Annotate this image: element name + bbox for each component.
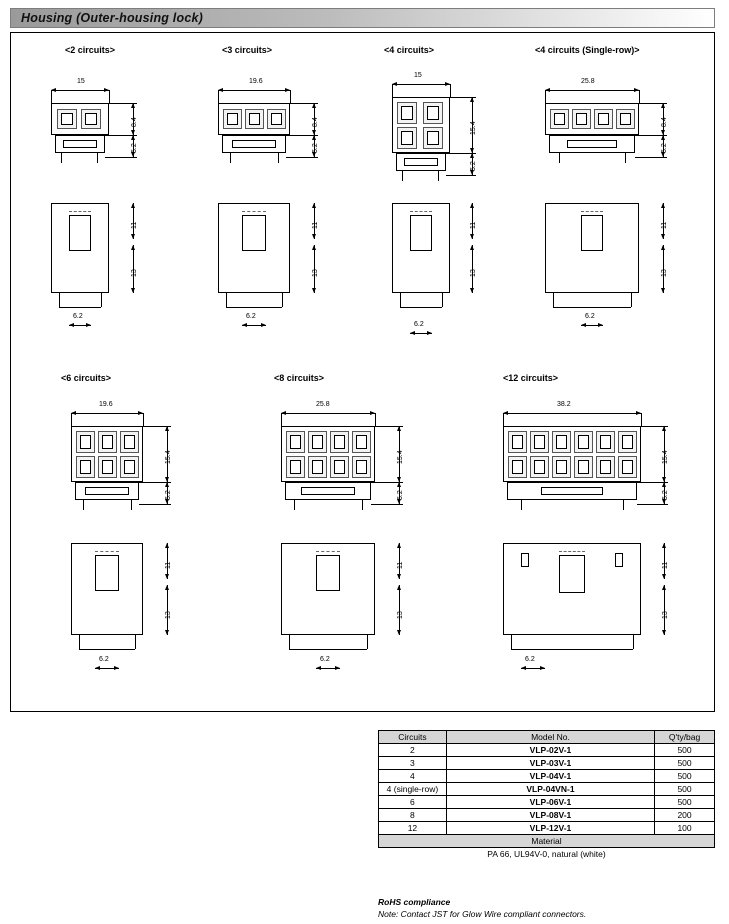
housing-lock-tab <box>63 140 97 148</box>
housing-cavity-inner <box>227 113 238 125</box>
ext-line <box>286 135 318 136</box>
dim-line-top <box>218 90 290 91</box>
ext-line <box>218 90 219 104</box>
drawing-caption: <4 circuits (Single-row)> <box>535 45 640 55</box>
housing-side-inner <box>316 555 340 591</box>
dim-v2: 13 <box>662 611 669 619</box>
table-row <box>379 783 715 796</box>
dim-v1: 11 <box>131 221 138 229</box>
dim-line-v2 <box>399 585 400 635</box>
dim-v1: 11 <box>470 221 477 229</box>
spec-table <box>378 730 715 861</box>
ext-line <box>105 157 137 158</box>
dim-h2: 5.2 <box>662 490 669 500</box>
leg-line <box>79 635 80 649</box>
cell-circuits: 8 <box>379 809 447 822</box>
housing-cavity-inner <box>124 460 135 474</box>
leg-line <box>438 171 439 181</box>
table-header-row <box>379 731 715 744</box>
leg-line <box>294 500 295 510</box>
dim-bottom: 6.2 <box>414 321 424 328</box>
dim-h2: 5.2 <box>661 143 668 153</box>
housing-lock-tab <box>404 158 438 166</box>
table-row <box>379 809 715 822</box>
cell-qty: 200 <box>655 809 715 822</box>
table-row <box>379 796 715 809</box>
dim-line-v2 <box>664 585 665 635</box>
housing-cavity-inner <box>576 113 587 125</box>
table-row <box>379 757 715 770</box>
dim-v2: 13 <box>312 269 319 277</box>
ext-line <box>286 157 318 158</box>
dim-v1: 11 <box>662 561 669 569</box>
dim-top-width: 15 <box>414 72 422 79</box>
housing-cavity-inner <box>85 113 97 125</box>
ext-line <box>139 504 171 505</box>
cell-qty: 500 <box>655 770 715 783</box>
footnotes <box>378 896 586 920</box>
dim-line-top <box>71 413 143 414</box>
ext-line <box>641 413 642 427</box>
ext-line <box>637 504 668 505</box>
leg-line <box>511 649 633 650</box>
housing-cavity-inner <box>334 435 345 449</box>
drawing-caption: <12 circuits> <box>503 373 559 383</box>
housing-cavity-inner <box>512 435 523 449</box>
dim-line-bottom <box>316 668 340 669</box>
cell-material-header: Material <box>379 835 715 848</box>
dim-h2: 5.2 <box>312 143 319 153</box>
drawing-3-circuits <box>196 45 366 355</box>
housing-cavity-inner <box>102 435 113 449</box>
drawing-8-circuits <box>256 373 466 703</box>
drawing-caption: <3 circuits> <box>222 45 273 55</box>
ext-line <box>105 135 137 136</box>
leg-line <box>226 293 227 307</box>
ext-line <box>281 413 282 427</box>
leg-line <box>83 500 84 510</box>
dim-v2: 13 <box>470 269 477 277</box>
leg-line <box>289 635 290 649</box>
dim-line-top <box>503 413 641 414</box>
center-line <box>95 551 119 552</box>
drawing-4-circuits-single-row <box>523 45 703 355</box>
housing-lock-tab <box>567 140 617 148</box>
housing-cavity-inner <box>401 106 413 120</box>
leg-line <box>362 500 363 510</box>
leg-line <box>59 293 60 307</box>
housing-cavity-inner <box>312 460 323 474</box>
center-line <box>316 551 340 552</box>
cell-circuits: 6 <box>379 796 447 809</box>
housing-cavity-inner <box>80 435 91 449</box>
dim-h2: 5.2 <box>397 490 404 500</box>
housing-lock-tab <box>301 487 355 495</box>
ext-line <box>503 413 504 427</box>
dim-top-width: 19.6 <box>99 401 113 408</box>
housing-cavity-inner <box>598 113 609 125</box>
drawing-frame <box>10 32 715 712</box>
center-line <box>69 211 91 212</box>
housing-cavity-inner <box>427 106 439 120</box>
spec-table-wrapper <box>378 730 715 861</box>
th-model-no: Model No. <box>446 731 654 744</box>
dim-top-width: 19.6 <box>249 78 263 85</box>
leg-line <box>623 500 624 510</box>
cell-model: VLP-04VN-1 <box>446 783 654 796</box>
dim-bottom: 6.2 <box>320 656 330 663</box>
housing-cavity-inner <box>578 435 589 449</box>
center-line <box>242 211 266 212</box>
housing-side-inner <box>242 215 266 251</box>
ext-line <box>51 90 52 104</box>
dim-v1: 11 <box>165 561 172 569</box>
ext-line <box>375 426 403 427</box>
footnote-note: Note: Contact JST for Glow Wire compliant connectors. <box>378 909 587 919</box>
leg-line <box>226 307 282 308</box>
housing-side-slot <box>615 553 623 567</box>
table-row <box>379 822 715 835</box>
dim-line-bottom <box>95 668 119 669</box>
housing-cavity-inner <box>334 460 345 474</box>
dim-v1: 11 <box>661 221 668 229</box>
cell-qty: 500 <box>655 744 715 757</box>
leg-line <box>61 153 62 163</box>
cell-circuits: 4 (single-row) <box>379 783 447 796</box>
drawing-6-circuits <box>51 373 241 703</box>
ext-line <box>637 482 668 483</box>
cell-circuits: 4 <box>379 770 447 783</box>
dim-bottom: 6.2 <box>525 656 535 663</box>
housing-cavity-inner <box>80 460 91 474</box>
ext-line <box>71 413 72 427</box>
housing-cavity-inner <box>427 131 439 145</box>
ext-line <box>290 103 318 104</box>
housing-cavity-inner <box>124 435 135 449</box>
leg-line <box>442 293 443 307</box>
center-line <box>410 211 432 212</box>
housing-lock-tab <box>85 487 129 495</box>
table-material-header-row <box>379 835 715 848</box>
cell-circuits: 2 <box>379 744 447 757</box>
ext-line <box>641 426 668 427</box>
leg-line <box>101 293 102 307</box>
table-row <box>379 744 715 757</box>
housing-cavity-inner <box>249 113 260 125</box>
ext-line <box>446 153 476 154</box>
housing-side-inner <box>581 215 603 251</box>
leg-line <box>135 635 136 649</box>
dim-h1: 15.4 <box>662 450 669 464</box>
dim-v1: 11 <box>312 221 319 229</box>
dim-h2: 5.2 <box>165 490 172 500</box>
dim-line-top <box>51 90 109 91</box>
dim-top-width: 25.8 <box>581 78 595 85</box>
leg-line <box>230 153 231 163</box>
leg-line <box>400 307 442 308</box>
page-title: Housing (Outer-housing lock) <box>21 11 203 25</box>
drawing-caption: <4 circuits> <box>384 45 435 55</box>
cell-qty: 500 <box>655 757 715 770</box>
housing-cavity-inner <box>512 460 523 474</box>
housing-cavity-inner <box>600 435 611 449</box>
housing-cavity-inner <box>556 435 567 449</box>
cell-model: VLP-04V-1 <box>446 770 654 783</box>
housing-side-slot <box>521 553 529 567</box>
housing-lock-tab <box>232 140 276 148</box>
dim-v2: 13 <box>661 269 668 277</box>
center-line <box>581 211 603 212</box>
housing-cavity-inner <box>600 460 611 474</box>
dim-top-width: 25.8 <box>316 401 330 408</box>
dim-line-top <box>392 84 450 85</box>
dim-top-width: 15 <box>77 78 85 85</box>
dim-h1: 15.4 <box>397 450 404 464</box>
dim-v2: 13 <box>131 269 138 277</box>
housing-cavity-inner <box>556 460 567 474</box>
ext-line <box>545 90 546 104</box>
drawing-caption: <6 circuits> <box>61 373 112 383</box>
drawing-2-circuits <box>29 45 189 355</box>
dim-line-v2 <box>167 585 168 635</box>
leg-line <box>631 293 632 307</box>
drawing-4-circuits <box>366 45 531 355</box>
ext-line <box>290 90 291 104</box>
housing-cavity-inner <box>620 113 631 125</box>
leg-line <box>367 635 368 649</box>
housing-side-inner <box>69 215 91 251</box>
leg-line <box>59 307 101 308</box>
dim-h1: 8.4 <box>312 117 319 127</box>
housing-side-inner <box>95 555 119 591</box>
housing-lock-tab <box>541 487 603 495</box>
ext-line <box>143 426 171 427</box>
dim-h1: 15.4 <box>165 450 172 464</box>
dim-h1: 8.4 <box>661 117 668 127</box>
housing-cavity-inner <box>534 460 545 474</box>
th-circuits: Circuits <box>379 731 447 744</box>
leg-line <box>131 500 132 510</box>
cell-qty: 500 <box>655 783 715 796</box>
ext-line <box>446 175 476 176</box>
housing-cavity-inner <box>61 113 73 125</box>
ext-line <box>109 103 137 104</box>
leg-line <box>553 307 631 308</box>
ext-line <box>639 103 667 104</box>
ext-line <box>109 90 110 104</box>
dim-line-bottom <box>581 325 603 326</box>
housing-cavity-inner <box>534 435 545 449</box>
ext-line <box>139 482 171 483</box>
leg-line <box>289 649 367 650</box>
footnote-rohs: RoHS compliance <box>378 897 451 907</box>
housing-cavity-inner <box>356 460 367 474</box>
dim-bottom: 6.2 <box>585 313 595 320</box>
leg-line <box>400 293 401 307</box>
leg-line <box>625 153 626 163</box>
cell-model: VLP-03V-1 <box>446 757 654 770</box>
ext-line <box>635 135 667 136</box>
housing-cavity-inner <box>290 435 301 449</box>
housing-cavity-inner <box>622 460 633 474</box>
dim-line-top <box>545 90 639 91</box>
dim-h1: 15.4 <box>470 121 477 135</box>
table-material-row <box>379 848 715 861</box>
dim-v1: 11 <box>397 561 404 569</box>
housing-cavity-inner <box>102 460 113 474</box>
leg-line <box>282 293 283 307</box>
section-header-banner <box>10 8 715 28</box>
dim-top-width: 38.2 <box>557 401 571 408</box>
ext-line <box>375 413 376 427</box>
housing-side-inner <box>559 555 585 593</box>
th-qty-bag: Q'ty/bag <box>655 731 715 744</box>
drawing-12-circuits <box>481 373 706 703</box>
dim-v2: 13 <box>397 611 404 619</box>
leg-line <box>402 171 403 181</box>
housing-side-inner <box>410 215 432 251</box>
housing-cavity-inner <box>271 113 282 125</box>
ext-line <box>371 482 403 483</box>
leg-line <box>633 635 634 649</box>
housing-cavity-inner <box>290 460 301 474</box>
leg-line <box>97 153 98 163</box>
center-line <box>559 551 585 552</box>
ext-line <box>143 413 144 427</box>
table-row <box>379 770 715 783</box>
dim-h1: 8.4 <box>131 117 138 127</box>
housing-cavity-inner <box>356 435 367 449</box>
ext-line <box>450 97 476 98</box>
dim-h2: 5.2 <box>470 161 477 171</box>
ext-line <box>450 84 451 98</box>
dim-line-bottom <box>69 325 91 326</box>
cell-qty: 100 <box>655 822 715 835</box>
ext-line <box>392 84 393 98</box>
dim-line-bottom <box>410 333 432 334</box>
housing-cavity-inner <box>554 113 565 125</box>
dim-v2: 13 <box>165 611 172 619</box>
leg-line <box>553 293 554 307</box>
leg-line <box>521 500 522 510</box>
dim-bottom: 6.2 <box>73 313 83 320</box>
drawing-caption: <8 circuits> <box>274 373 325 383</box>
dim-line-top <box>281 413 375 414</box>
leg-line <box>511 635 512 649</box>
leg-line <box>278 153 279 163</box>
ext-line <box>371 504 403 505</box>
housing-cavity-inner <box>578 460 589 474</box>
cell-model: VLP-08V-1 <box>446 809 654 822</box>
cell-model: VLP-06V-1 <box>446 796 654 809</box>
housing-cavity-inner <box>401 131 413 145</box>
ext-line <box>635 157 667 158</box>
cell-qty: 500 <box>655 796 715 809</box>
ext-line <box>639 90 640 104</box>
leg-line <box>559 153 560 163</box>
cell-circuits: 12 <box>379 822 447 835</box>
dim-line-bottom <box>521 668 545 669</box>
housing-cavity-inner <box>312 435 323 449</box>
leg-line <box>79 649 135 650</box>
dim-h2: 5.2 <box>131 143 138 153</box>
dim-bottom: 6.2 <box>99 656 109 663</box>
cell-model: VLP-12V-1 <box>446 822 654 835</box>
cell-circuits: 3 <box>379 757 447 770</box>
drawing-caption: <2 circuits> <box>65 45 116 55</box>
cell-material-value: PA 66, UL94V-0, natural (white) <box>487 849 606 860</box>
dim-line-bottom <box>242 325 266 326</box>
cell-model: VLP-02V-1 <box>446 744 654 757</box>
dim-bottom: 6.2 <box>246 313 256 320</box>
housing-cavity-inner <box>622 435 633 449</box>
